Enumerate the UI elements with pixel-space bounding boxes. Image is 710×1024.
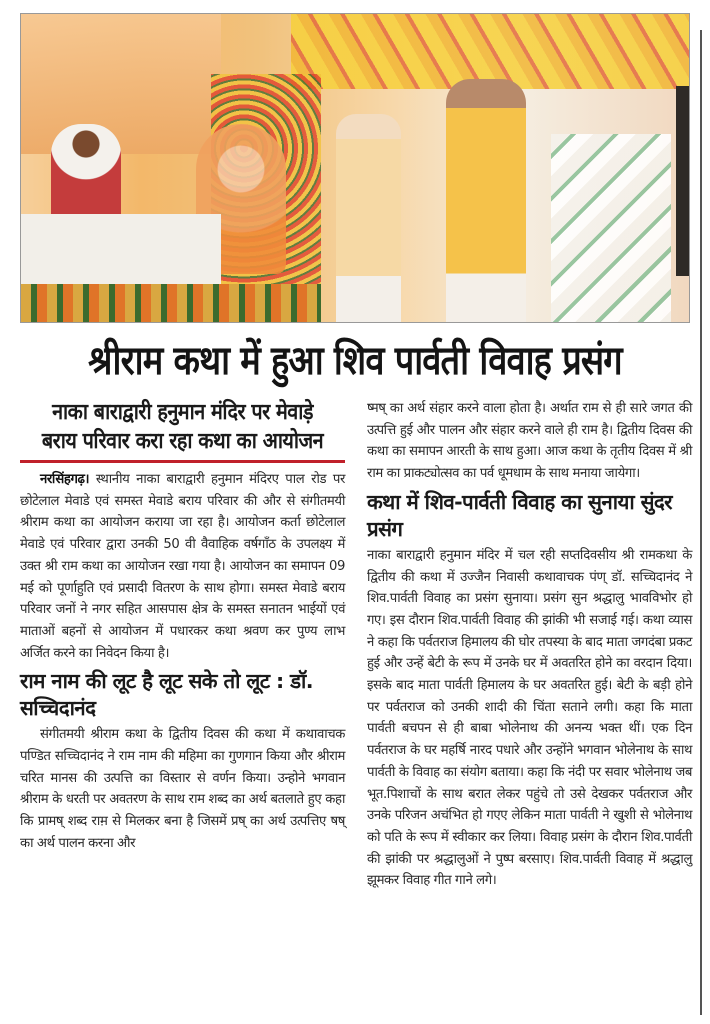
section-heading-ram-naam: राम नाम की लूट है लूट सके तो लूट : डॉ. सच्चिदानंद [20, 669, 313, 721]
decorated-canopy [291, 14, 689, 89]
speaker-box [676, 86, 690, 276]
red-divider [20, 460, 345, 463]
paragraph-continued: ष्मष् का अर्थ संहार करने वाला होता है। अर्थात राम से ही सारे जगत की उत्पत्ति हुई और पालन और संहार करने वाले ही राम है। द्वितीय दिवस की कथा का समापन आरती के साथ हुआ। आज कथा के तृतीय दिवस में श्री राम का प्राकट्योत्सव का पर्व धूमधाम के साथ मनाया जायेगा। [367, 401, 692, 482]
column-divider [700, 30, 702, 1015]
temple-backdrop [21, 14, 221, 154]
honoured-man-figure [446, 79, 526, 322]
section-heading-shiv-parvati: कथा में शिव-पार्वती विवाह का सुनाया सुंदर प्रसंग [367, 489, 672, 541]
priest-figure [51, 124, 121, 224]
right-column [367, 398, 692, 892]
intro-text: स्थानीय नाका बाराद्वारी हनुमान मंदिरए पाल रोड पर छोटेलाल मेवाडे एवं समस्त मेवाडे बराय परिवार की और से संगीतमयी श्रीराम कथा का आयोजन कराया जा रहा है। आयोजन कर्ता छोटेलाल मेवाडे एवं परिवार द्वारा उनकी 50 वी वैवाहिक वर्षगाँठ के उपलक्ष्य में उक्त श्री राम कथा का आयोजन रखा गया है। आयोजन का समापन 09 मई को पूर्णाहुति एवं प्रसादी वितरण के साथ होगा। समस्त मेवाडे बराय परिवार जनों ने नगर सहित आसपास क्षेत्र के समस्त सनातन भाईयों एवं माताओं बहनों से आयोजन में पधारकर कथा श्रवण कर पुण्य लाभ अर्जित करने का निवेदन किया है। [20, 472, 346, 661]
paragraph-shiv-parvati: नाका बाराद्वारी हनुमान मंदिर में चल रही सप्तदिवसीय श्री रामकथा के द्वितीय की कथा में उज्जैन निवासी कथावाचक पंण् डॉ. सच्चिदानंद ने शिव.पार्वती विवाह का प्रसंग सुनाया। प्रसंग सुन श्रद्धालु भावविभोर हो गए। इस दौरान शिव.पार्वती विवाह की झांकी भी सजाई गई। कथा व्यास ने कहा कि पर्वतराज हिमालय की घोर तपस्या के बाद माता जगदंबा प्रकट हुई और उन्हें बेटी के रूप में उनके घर में अवतरित होने का वरदान दिया। इसके बाद माता पार्वती हिमालय के घर अवतरित हुई। बेटी के बड़ी होने पर पर्वतराज को उनकी शादी की चिंता सताने लगी। कहा कि माता पार्वती बचपन से ही बाबा भोलेनाथ की अनन्य भक्त थीं। एक दिन पर्वतराज के घर महर्षि नारद पधारे और उन्होंने भगवान भोलेनाथ के साथ पार्वती के विवाह का संयोग बताया। कहा कि नंदी पर सवार भोलेनाथ जब भूत.पिशाचों के साथ बरात लेकर पहुंचे तो उसे देखकर पर्वतराज और उनके परिजन अचंभित हो गएए लेकिन माता पार्वती ने खुशी से भोलेनाथ को पति के रूप में स्वीकार कर लिया। विवाह प्रसंग के दौरान शिव.पार्वती की झांकी पर श्रद्धालुओं ने पुष्प बरसाए। शिव.पार्वती विवाह में श्रद्धालु झूमकर विवाह गीत गाने लगे। [367, 547, 692, 889]
intro-paragraph [20, 469, 345, 664]
main-headline: श्रीराम कथा में हुआ शिव पार्वती विवाह प्रसंग [88, 338, 622, 384]
left-column [20, 398, 345, 855]
news-photo [20, 13, 690, 323]
paragraph-ram-naam: संगीतमयी श्रीराम कथा के द्वितीय दिवस की कथा में कथावाचक पण्डित सच्चिदानंद ने राम नाम की महिमा का गुणगान किया और श्रीराम चरित मानस की उत्पत्ति का विस्तार से वर्णन किया। उन्होने भगवान श्रीराम के धरती पर अवतरण के साथ राम शब्द का अर्थ बतलाते हुए कहा कि प्रामष् शब्द राम़ से मिलकर बना है जिसमें प्रष् का अर्थ उत्पत्तिए षष् का अर्थ पालन करना और [20, 727, 345, 851]
elder-man-figure [336, 114, 401, 322]
stage-garland [21, 284, 321, 322]
dateline: नरसिंहगढ़। [40, 472, 90, 487]
staircase-background [551, 134, 671, 322]
subheadline: नाका बाराद्वारी हनुमान मंदिर पर मेवाड़े बराय परिवार करा रहा कथा का आयोजन [41, 400, 324, 454]
